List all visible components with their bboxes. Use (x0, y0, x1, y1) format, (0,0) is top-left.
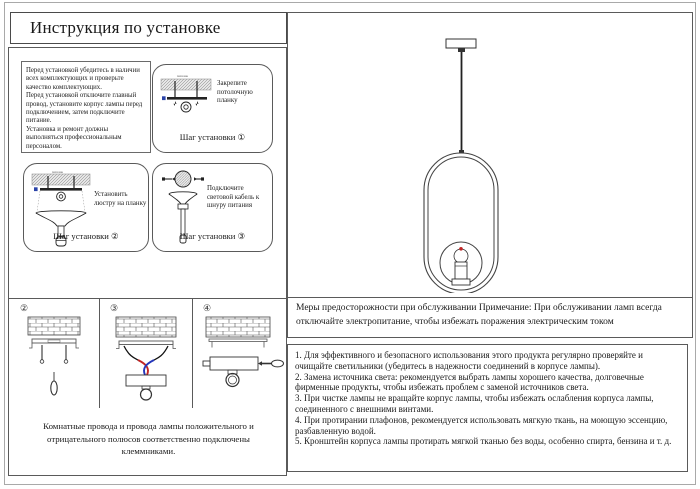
bulb-tip (459, 247, 463, 251)
screwdriver-handle (272, 360, 284, 367)
collar (178, 204, 188, 209)
step-label: Шаг установки ① (179, 132, 246, 142)
black-wire (124, 346, 138, 360)
mounting-bar (167, 97, 207, 100)
maintenance-item: 2. Замена источника света: рекомендуется выбрать лампы хорошего качества, долговечные фирменные продукты, чтобы избежать проблем с заменой источников света. (295, 371, 644, 393)
installation-steps-section (8, 47, 287, 299)
live-wire-red (138, 360, 148, 375)
ceiling-label: потолок (177, 74, 188, 78)
black-wire (154, 346, 168, 360)
maintenance-item: 4. При протирании плафонов, рекомендуется использовать мягкую ткань, на моющую эссенцию, разбавленную водой. (295, 414, 668, 436)
step-panel-3 (152, 163, 273, 252)
wire-connector (175, 171, 191, 187)
intro-line: Установка и ремонт должны выполняться профессиональным персоналом. (26, 125, 122, 150)
neutral-wire-blue (144, 360, 154, 375)
step-label: Шаг установки ② (53, 231, 119, 241)
bracket-screws-diagram (15, 315, 93, 407)
step-caption: Установить люстру на планку (94, 191, 147, 207)
screw-tip-icon (195, 101, 198, 106)
ceiling-hatch (32, 174, 90, 185)
diagram-number: ② (20, 303, 29, 313)
divider (192, 299, 193, 408)
canopy-box (126, 375, 166, 386)
mounting-bracket (209, 339, 267, 342)
precaution-box (287, 297, 693, 338)
screw-tip-icon (173, 101, 176, 106)
wiring-section (8, 298, 287, 476)
intro-panel (21, 61, 151, 153)
hook-coil-icon (181, 102, 191, 112)
mounting-bracket (119, 341, 173, 345)
step-label: Шаг установки ③ (179, 231, 246, 241)
hanging-ring (141, 389, 152, 400)
hook-coil-icon (57, 192, 66, 201)
canopy-cone (169, 194, 197, 204)
maintenance-item: 1. Для эффективного и безопасного использования этого продукта регулярно проверяйте и очищайте светильники (убедитесь в надежности соединений в корпусе лампы). (295, 350, 643, 371)
arrow-right-icon (172, 177, 175, 180)
side-cap (203, 361, 210, 366)
ceiling-canopy (446, 39, 476, 48)
canopy-box (210, 357, 258, 370)
arrow-left-icon (194, 177, 197, 180)
lamp-illustration-section (287, 12, 693, 298)
canopy-cone (36, 213, 86, 226)
step-caption: Закрепите потолочную планку (217, 80, 253, 105)
ceiling-bracket-diagram (159, 71, 217, 125)
ceiling-brick (28, 317, 80, 335)
fasten-canopy-diagram (196, 315, 286, 407)
bulb-socket (455, 262, 467, 279)
ceiling-hatch (161, 79, 211, 90)
ceiling-label: потолок (52, 170, 63, 174)
step-caption: Подключите световой кабель к шнуру питания (207, 185, 260, 210)
title-box (10, 12, 287, 44)
page-title: Инструкция по установке (30, 18, 221, 37)
step-panel-1 (152, 64, 273, 153)
maintenance-list-box (287, 344, 688, 472)
diagram-number: ③ (110, 303, 119, 313)
wiring-note: Комнатные провода и провода лампы положительного и отрицательного полюсов соответственно подключены клеммниками. (43, 421, 254, 456)
intro-line: Перед установкой отключите главный провод, установите корпус лампы перед подключением, затем подключите питание. (26, 92, 143, 125)
screw-head-icon (162, 177, 165, 180)
light-bulb (454, 249, 468, 263)
intro-line: Перед установкой убедитесь в наличии всех комплектующих и проверьте качество комплектующих. (26, 67, 140, 91)
arrow-left-icon (258, 361, 262, 365)
ceiling-brick (206, 317, 270, 337)
maintenance-item: 3. При чистке лампы не вращайте корпус лампы, чтобы избежать ослабления корпуса лампы, соединенного с внешними винтами. (295, 393, 654, 414)
step-panel-2 (23, 163, 149, 252)
socket-base (452, 279, 470, 285)
diagram-number: ④ (203, 303, 212, 313)
mounting-bar (40, 188, 82, 191)
hanging-ring (226, 374, 239, 387)
divider (99, 299, 100, 408)
wire-connection-diagram (103, 315, 189, 407)
pendant-loop (51, 381, 57, 395)
precaution-text: Меры предосторожности при обслуживании Примечание: При обслуживании ламп всегда отключайте электропитание, чтобы избежать поражения электрическим током (296, 303, 662, 327)
pendant-lamp-illustration (401, 21, 521, 293)
wire-terminal (162, 96, 166, 100)
ceiling-brick (116, 317, 176, 337)
maintenance-item: 5. Кронштейн корпуса лампы протирать мягкой тканью без воды, особенно спирта, бензина и т. д. (295, 436, 672, 447)
screw-head-icon (201, 177, 204, 180)
wire-terminal (34, 187, 38, 191)
